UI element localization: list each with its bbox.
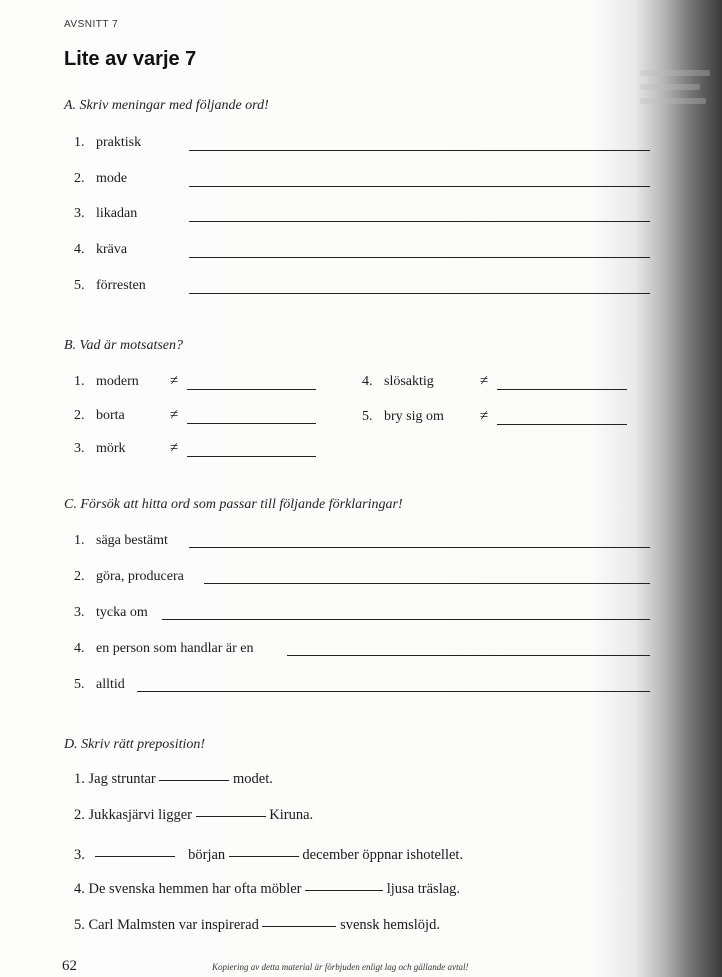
answer-line[interactable] — [287, 655, 650, 656]
sentence-part: december öppnar ishotellet. — [302, 847, 464, 863]
sentence-part: svensk hemslöjd. — [340, 917, 440, 933]
answer-line[interactable] — [187, 423, 316, 424]
item-word: mörk — [96, 441, 126, 456]
answer-line[interactable] — [189, 293, 650, 294]
item-number: 4. — [74, 242, 85, 257]
answer-line[interactable] — [189, 186, 650, 187]
answer-line[interactable] — [187, 456, 316, 457]
item-number: 5. — [74, 278, 85, 293]
item-number: 3. — [74, 441, 85, 456]
item-word: borta — [96, 408, 125, 423]
section-a-heading: A. Skriv meningar med följande ord! — [64, 98, 269, 113]
answer-line[interactable] — [162, 619, 650, 620]
section-d-heading: D. Skriv rätt preposition! — [64, 737, 206, 752]
item-number: 3. — [74, 605, 85, 620]
item-number: 2. — [74, 807, 85, 823]
answer-line[interactable] — [497, 424, 627, 425]
item-text: tycka om — [96, 605, 148, 620]
sentence-part: Carl Malmsten var inspirerad — [88, 917, 259, 933]
item-number: 2. — [74, 569, 85, 584]
item-word: förresten — [96, 278, 146, 293]
sentence-row — [74, 917, 440, 934]
item-word: slösaktig — [384, 374, 434, 389]
sentence-part: ljusa träslag. — [386, 881, 461, 897]
bleed-through-mark — [640, 98, 706, 104]
sentence-part: Jag struntar — [88, 771, 156, 787]
item-word: praktisk — [96, 135, 142, 150]
item-text: säga bestämt — [96, 533, 168, 548]
answer-line[interactable] — [137, 691, 650, 692]
section-label: AVSNITT 7 — [64, 19, 119, 30]
answer-blank[interactable] — [159, 780, 229, 781]
item-number: 1. — [74, 135, 85, 150]
sentence-row — [74, 881, 460, 898]
item-number: 5. — [74, 677, 85, 692]
answer-blank[interactable] — [305, 890, 383, 891]
answer-blank[interactable] — [229, 856, 299, 857]
sentence-part: början — [188, 847, 226, 863]
sentence-part: De svenska hemmen har ofta möbler — [88, 881, 302, 897]
answer-line[interactable] — [189, 221, 650, 222]
bleed-through-mark — [640, 70, 710, 76]
answer-blank[interactable] — [262, 926, 336, 927]
sentence-row — [74, 807, 313, 824]
page-title: Lite av varje 7 — [64, 48, 197, 70]
not-equal-icon: ≠ — [170, 407, 179, 423]
section-b-heading: B. Vad är motsatsen? — [64, 338, 183, 353]
sentence-row — [74, 771, 273, 788]
item-number: 1. — [74, 533, 85, 548]
item-word: likadan — [96, 206, 138, 221]
item-number: 3. — [74, 206, 85, 221]
item-number: 3. — [74, 847, 85, 863]
answer-line[interactable] — [497, 389, 627, 390]
item-number: 1. — [74, 771, 85, 787]
answer-blank[interactable] — [196, 816, 266, 817]
not-equal-icon: ≠ — [480, 408, 489, 424]
item-text: göra, producera — [96, 569, 184, 584]
section-c-heading: C. Försök att hitta ord som passar till följande förklaringar! — [64, 497, 403, 512]
item-word: modern — [96, 374, 139, 389]
item-number: 5. — [74, 917, 85, 933]
sentence-row — [74, 847, 463, 864]
answer-line[interactable] — [189, 257, 650, 258]
item-number: 4. — [74, 881, 85, 897]
item-word: kräva — [96, 242, 128, 257]
item-number: 2. — [74, 408, 85, 423]
not-equal-icon: ≠ — [170, 373, 179, 389]
bleed-through-mark — [640, 84, 700, 90]
item-number: 4. — [74, 641, 85, 656]
sentence-part: Kiruna. — [269, 807, 314, 823]
answer-line[interactable] — [204, 583, 650, 584]
answer-line[interactable] — [187, 389, 316, 390]
item-number: 1. — [74, 374, 85, 389]
answer-line[interactable] — [189, 150, 650, 151]
sentence-part: Jukkasjärvi ligger — [88, 807, 192, 823]
page-number: 62 — [62, 958, 77, 974]
item-number: 2. — [74, 171, 85, 186]
answer-blank[interactable] — [95, 856, 175, 857]
answer-line[interactable] — [189, 547, 650, 548]
item-text: en person som handlar är en — [96, 641, 254, 656]
not-equal-icon: ≠ — [170, 440, 179, 456]
item-word: mode — [96, 171, 128, 186]
sentence-part: modet. — [233, 771, 273, 787]
item-number: 4. — [362, 374, 373, 389]
item-text: alltid — [96, 677, 125, 692]
copyright-notice: Kopiering av detta material är förbjuden enligt lag och gällande avtal! — [212, 962, 469, 972]
not-equal-icon: ≠ — [480, 373, 489, 389]
item-word: bry sig om — [384, 409, 444, 424]
item-number: 5. — [362, 409, 373, 424]
